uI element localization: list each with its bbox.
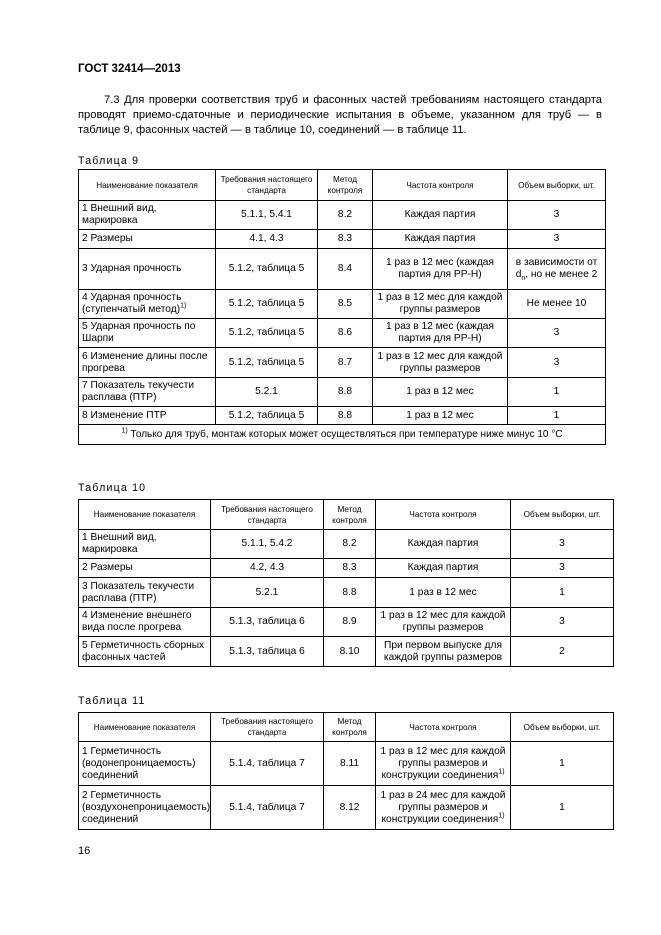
cell: 1 раз в 12 мес для каждой группы размеров и конструкции соединения$^{1)}$ <box>376 742 511 786</box>
table-row <box>79 578 614 608</box>
cell: 8.8 <box>324 578 376 608</box>
cell: 8 Изменение ПТР <box>79 407 216 425</box>
cell: 5.1.3, таблица 6 <box>211 637 324 667</box>
cell: 5 Герметичность сборных фасонных частей <box>79 637 211 667</box>
col-header: Наименование показателя <box>79 713 211 742</box>
col-header: Частота контроля <box>373 170 508 201</box>
cell: 8.9 <box>324 608 376 637</box>
cell: 8.7 <box>318 348 373 378</box>
cell: При первом выпуске для каждой группы размеров <box>376 637 511 667</box>
page-number: 16 <box>78 845 91 857</box>
table-row <box>79 742 614 786</box>
cell: 2 Размеры <box>79 230 216 249</box>
cell: 8.3 <box>324 559 376 578</box>
cell: 2 Герметичность (воздухонепроницаемость) соединений <box>79 786 211 830</box>
table-row <box>79 201 606 230</box>
col-header: Объем выборки, шт. <box>508 170 606 201</box>
cell: 3 <box>508 230 606 249</box>
cell: Каждая партия <box>373 230 508 249</box>
cell: 5.1.4, таблица 7 <box>211 786 324 830</box>
cell: 1 раз в 12 мес для каждой группы размеров <box>373 348 508 378</box>
col-header: Требования настоящего стандарта <box>211 500 324 530</box>
cell: 2 <box>511 637 614 667</box>
cell: 2 Размеры <box>79 559 211 578</box>
cell: 4.1, 4.3 <box>216 230 318 249</box>
cell: 1 <box>511 742 614 786</box>
table-11 <box>78 712 614 830</box>
cell: 1 <box>508 378 606 407</box>
cell: Каждая партия <box>376 559 511 578</box>
cell: 7 Показатель текучести расплава (ПТР) <box>79 378 216 407</box>
cell: 8.8 <box>318 407 373 425</box>
cell: в зависимости от $d_n$, но не менее 2 <box>508 249 606 290</box>
cell: 5 Ударная прочность по Шарпи <box>79 319 216 348</box>
cell: 1 <box>508 407 606 425</box>
table-row <box>79 559 614 578</box>
cell: Каждая партия <box>376 530 511 559</box>
cell: 4 Изменение внешнего вида после прогрева <box>79 608 211 637</box>
col-header: Частота контроля <box>376 713 511 742</box>
table-row <box>79 348 606 378</box>
col-header: Требования настоящего стандарта <box>211 713 324 742</box>
cell: 8.5 <box>318 290 373 319</box>
table-10 <box>78 499 614 667</box>
col-header: Объем выборки, шт. <box>511 500 614 530</box>
col-header: Наименование показателя <box>79 500 211 530</box>
cell: 5.1.2, таблица 5 <box>216 407 318 425</box>
cell: 8.2 <box>318 201 373 230</box>
cell: 1 раз в 12 мес <box>373 378 508 407</box>
cell: 1 раз в 12 мес <box>373 407 508 425</box>
col-header: Требования настоящего стандарта <box>216 170 318 201</box>
cell: 1 раз в 12 мес (каждая партия для PP-H) <box>373 319 508 348</box>
cell: 5.1.2, таблица 5 <box>216 319 318 348</box>
table-row <box>79 249 606 290</box>
table-row <box>79 230 606 249</box>
cell: 5.1.2, таблица 5 <box>216 249 318 290</box>
col-header: Метод контроля <box>324 500 376 530</box>
cell: 5.1.2, таблица 5 <box>216 290 318 319</box>
cell: 5.1.1, 5.4.1 <box>216 201 318 230</box>
cell: 5.1.1, 5.4.2 <box>211 530 324 559</box>
cell: 1 раз в 24 мес для каждой группы размеров и конструкции соединения$^{1)}$ <box>376 786 511 830</box>
cell: 1 раз в 12 мес для каждой группы размеров <box>373 290 508 319</box>
cell: 1 раз в 12 мес <box>376 578 511 608</box>
cell: Каждая партия <box>373 201 508 230</box>
cell: 8.8 <box>318 378 373 407</box>
cell: 1 Герметичность (водонепроницаемость) соединений <box>79 742 211 786</box>
cell: 8.11 <box>324 742 376 786</box>
cell: 8.2 <box>324 530 376 559</box>
table-row <box>79 786 614 830</box>
cell: 8.4 <box>318 249 373 290</box>
col-header: Объем выборки, шт. <box>511 713 614 742</box>
cell: 3 <box>511 559 614 578</box>
col-header: Метод контроля <box>318 170 373 201</box>
cell: 1 <box>511 786 614 830</box>
table-row <box>79 407 606 425</box>
table-row <box>79 637 614 667</box>
col-header: Метод контроля <box>324 713 376 742</box>
cell: 5.1.4, таблица 7 <box>211 742 324 786</box>
cell: 1 Внешний вид, маркировка <box>79 530 211 559</box>
cell: 3 <box>508 319 606 348</box>
table-row <box>79 530 614 559</box>
intro-paragraph: 7.3 Для проверки соответствия труб и фасонных частей требованиям настоящего стандарта проводят приемо-сдаточные и периодические испытания в объеме, указанном для труб — в таблице 9, фасонных частей — в таблице 10, соединений — в таблице 11. <box>78 94 602 136</box>
table-row <box>79 290 606 319</box>
table9-caption: Таблица 9 <box>78 155 140 167</box>
cell: 4.2, 4.3 <box>211 559 324 578</box>
cell: 3 <box>511 608 614 637</box>
table10-caption: Таблица 10 <box>78 482 147 494</box>
cell: 4 Ударная прочность (ступенчатый метод)$^{1)}$ <box>79 290 216 319</box>
cell: 8.3 <box>318 230 373 249</box>
cell: 8.12 <box>324 786 376 830</box>
cell: 3 <box>508 201 606 230</box>
cell: Не менее 10 <box>508 290 606 319</box>
cell: 1 <box>511 578 614 608</box>
cell: 3 <box>508 348 606 378</box>
table-row <box>79 608 614 637</box>
cell: 5.2.1 <box>216 378 318 407</box>
cell: 3 Ударная прочность <box>79 249 216 290</box>
cell: 6 Изменение длины после прогрева <box>79 348 216 378</box>
cell: 1 Внешний вид, маркировка <box>79 201 216 230</box>
table-row <box>79 378 606 407</box>
footnote: $^{1)}$ Только для труб, монтаж которых может осуществляться при температуре ниже минус 10 °С <box>79 425 606 445</box>
cell: 8.10 <box>324 637 376 667</box>
cell: 3 <box>511 530 614 559</box>
cell: 3 Показатель текучести расплава (ПТР) <box>79 578 211 608</box>
table-9 <box>78 169 606 445</box>
table11-caption: Таблица 11 <box>78 695 146 707</box>
col-header: Наименование показателя <box>79 170 216 201</box>
cell: 5.1.3, таблица 6 <box>211 608 324 637</box>
table-row <box>79 319 606 348</box>
cell: 1 раз в 12 мес (каждая партия для PP-H) <box>373 249 508 290</box>
table-footnote-row <box>79 425 606 445</box>
cell: 8.6 <box>318 319 373 348</box>
col-header: Частота контроля <box>376 500 511 530</box>
cell: 5.1.2, таблица 5 <box>216 348 318 378</box>
cell: 1 раз в 12 мес для каждой группы размеров <box>376 608 511 637</box>
cell: 5.2.1 <box>211 578 324 608</box>
document-header: ГОСТ 32414—2013 <box>78 63 181 75</box>
